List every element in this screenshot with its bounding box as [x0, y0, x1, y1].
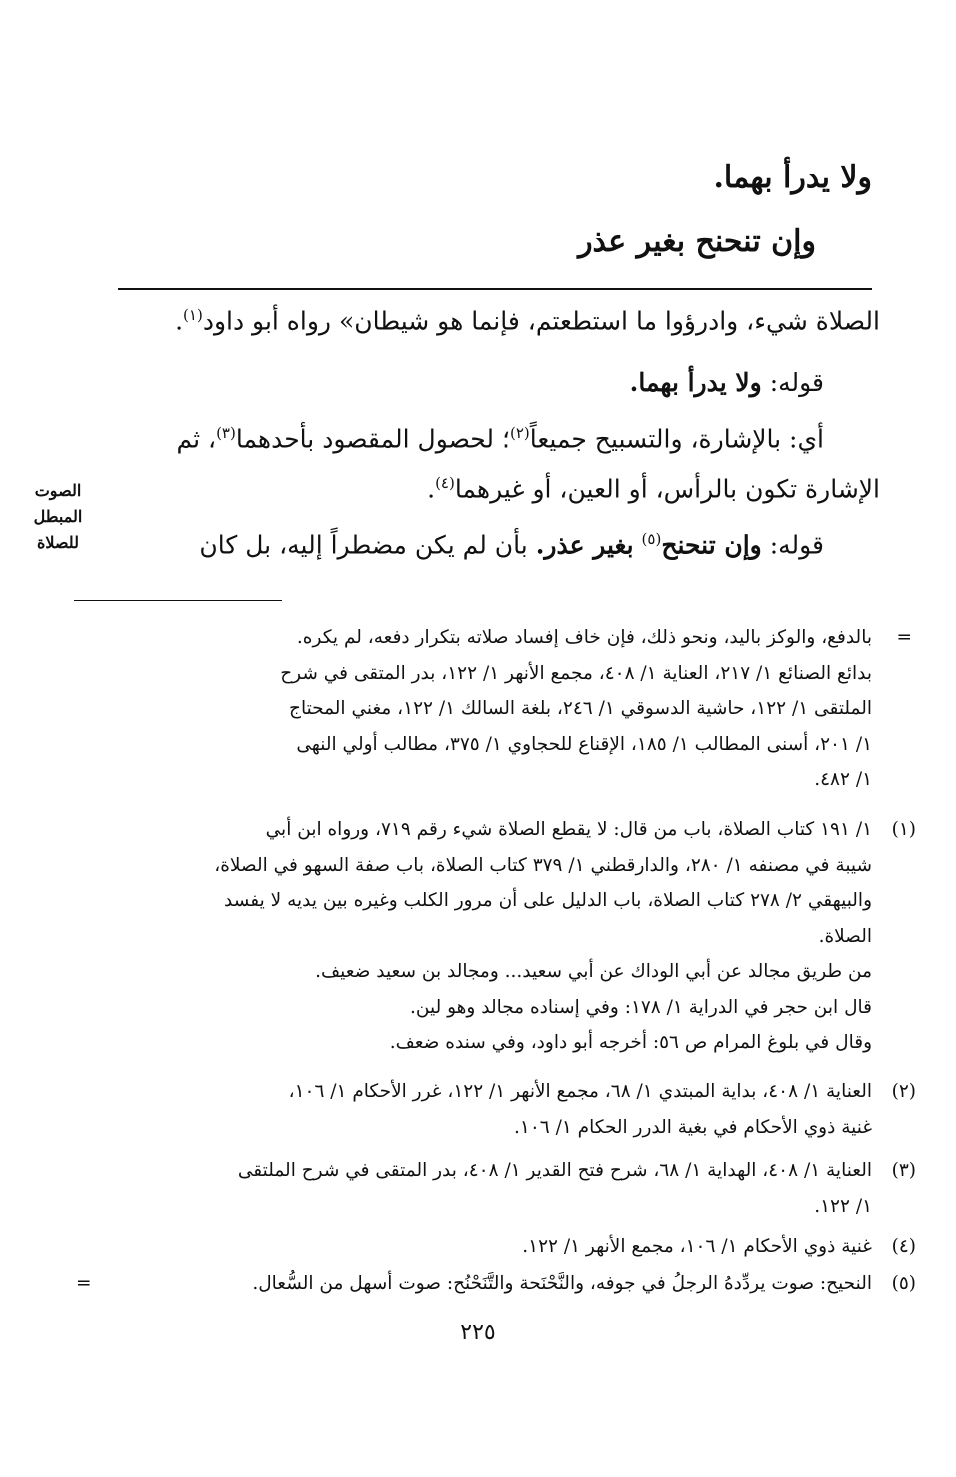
footnote-line: ١/ ٤٨٢. — [814, 769, 872, 790]
body-text: ؛ لحصول المقصود بأحدهما — [235, 424, 510, 454]
footnote-ref: (١) — [183, 306, 203, 324]
footnote-line: بالدفع، والوكز باليد، ونحو ذلك، فإن خاف إفساد صلاته بتكرار دفعه، لم يكره. — [296, 627, 872, 648]
matn-line-1: ولا يدرأ بهما. — [713, 160, 872, 195]
continuation-mark: = — [76, 1273, 92, 1294]
body-bold-text: ولا يدرأ بهما. — [629, 368, 762, 397]
matn-separator — [118, 288, 872, 290]
side-heading-line: للصلاة — [37, 533, 79, 552]
body-text: الإشارة تكون بالرأس، أو العين، أو غيرهما — [454, 474, 880, 504]
side-heading — [18, 478, 98, 556]
footnote-line: وقال في بلوغ المرام ص ٥٦: أخرجه أبو داود، وفي سنده ضعف. — [389, 1032, 872, 1053]
footnote-5 — [76, 1266, 916, 1302]
footnote-line: ١/ ١٢٢. — [814, 1195, 872, 1217]
footnote-4 — [112, 1229, 916, 1265]
footnote-number: (٣) — [891, 1160, 916, 1181]
footnote-line: غنية ذوي الأحكام في بغية الدرر الحكام ١/ ١٠٦. — [514, 1116, 872, 1138]
footnote-ref: (٤) — [435, 474, 455, 492]
body-line-5 — [199, 530, 824, 559]
footnote-2 — [112, 1074, 916, 1145]
footnote-line: العناية ١/ ٤٠٨، الهداية ١/ ٦٨، شرح فتح القدير ١/ ٤٠٨، بدر المتقى في شرح الملتقى — [237, 1160, 872, 1181]
body-line-2 — [630, 368, 824, 397]
footnote-continuation — [112, 620, 912, 798]
matn-line-2: وإن تنحنح بغير عذر — [578, 224, 816, 259]
footnote-line: بدائع الصنائع ١/ ٢١٧، العناية ١/ ٤٠٨، مجمع الأنهر ١/ ١٢٢، بدر المتقى في شرح — [280, 662, 872, 684]
body-text: . — [175, 306, 184, 336]
footnote-line: ١/ ١٩١ كتاب الصلاة، باب من قال: لا يقطع الصلاة شيء رقم ٧١٩، ورواه ابن أبي — [265, 819, 872, 840]
side-heading-line: المبطل — [33, 507, 83, 526]
footnote-line: والبيهقي ٢/ ٢٧٨ كتاب الصلاة، باب الدليل على أن مرور الكلب وغيره بين يديه لا يفسد — [224, 890, 872, 911]
body-line-1 — [175, 306, 880, 335]
footnote-line: الملتقى ١/ ١٢٢، حاشية الدسوقي ١/ ٢٤٦، بلغة السالك ١/ ١٢٢، مغني المحتاج — [289, 698, 872, 719]
footnote-line: ١/ ٢٠١، أسنى المطالب ١/ ١٨٥، الإقناع للحجاوي ١/ ٣٧٥، مطالب أولي النهى — [296, 733, 872, 755]
body-bold-text: وإن تنحنح — [661, 530, 762, 560]
continuation-mark: = — [896, 627, 912, 648]
footnote-number: (٤) — [891, 1236, 916, 1257]
footnote-line: غنية ذوي الأحكام ١/ ١٠٦، مجمع الأنهر ١/ ١٢٢. — [522, 1236, 872, 1257]
footnote-line: الصلاة. — [818, 925, 872, 947]
side-heading-line: الصوت — [34, 481, 82, 500]
footnote-line: شيبة في مصنفه ١/ ٢٨٠، والدارقطني ١/ ٣٧٩ كتاب الصلاة، باب صفة السهو في الصلاة، — [214, 854, 872, 876]
footnote-line: النحيح: صوت يردِّدهُ الرجلُ في جوفه، والنَّحْنَحة والتَّنَحْنُح: صوت أسهل من السُّعال. — [252, 1273, 872, 1294]
footnote-number: (١) — [891, 819, 916, 840]
page-number: ٢٢٥ — [460, 1320, 496, 1345]
body-text: قوله: — [769, 530, 824, 560]
body-bold-text: بغير عذر. — [535, 530, 634, 560]
body-text: بأن لم يكن مضطراً إليه، بل كان — [199, 530, 528, 560]
footnote-ref: (٢) — [509, 424, 530, 442]
footnote-line: العناية ١/ ٤٠٨، بداية المبتدي ١/ ٦٨، مجمع الأنهر ١/ ١٢٢، غرر الأحكام ١/ ١٠٦، — [288, 1081, 872, 1102]
body-text: الصلاة شيء، وادرؤوا ما استطعتم، فإنما هو شيطان» رواه أبو داود — [202, 306, 880, 336]
footnote-separator — [74, 600, 282, 601]
body-text: ، ثم — [176, 424, 217, 454]
footnote-line: قال ابن حجر في الدراية ١/ ١٧٨: وفي إسناده مجالد وهو لين. — [410, 996, 872, 1018]
footnote-3 — [112, 1153, 916, 1224]
footnote-line: من طريق مجالد عن أبي الوداك عن أبي سعيد... ومجالد بن سعيد ضعيف. — [315, 961, 872, 982]
body-text: . — [427, 474, 436, 504]
footnote-number: (٥) — [891, 1273, 916, 1294]
footnote-1 — [112, 812, 916, 1061]
body-line-3 — [176, 424, 824, 453]
body-line-4 — [427, 474, 880, 503]
body-text: أي: بالإشارة، والتسبيح جميعاً — [529, 424, 824, 454]
body-text: قوله: — [769, 368, 824, 397]
footnote-ref: (٥) — [641, 530, 662, 548]
footnote-number: (٢) — [891, 1081, 916, 1102]
footnote-ref: (٣) — [216, 424, 236, 442]
